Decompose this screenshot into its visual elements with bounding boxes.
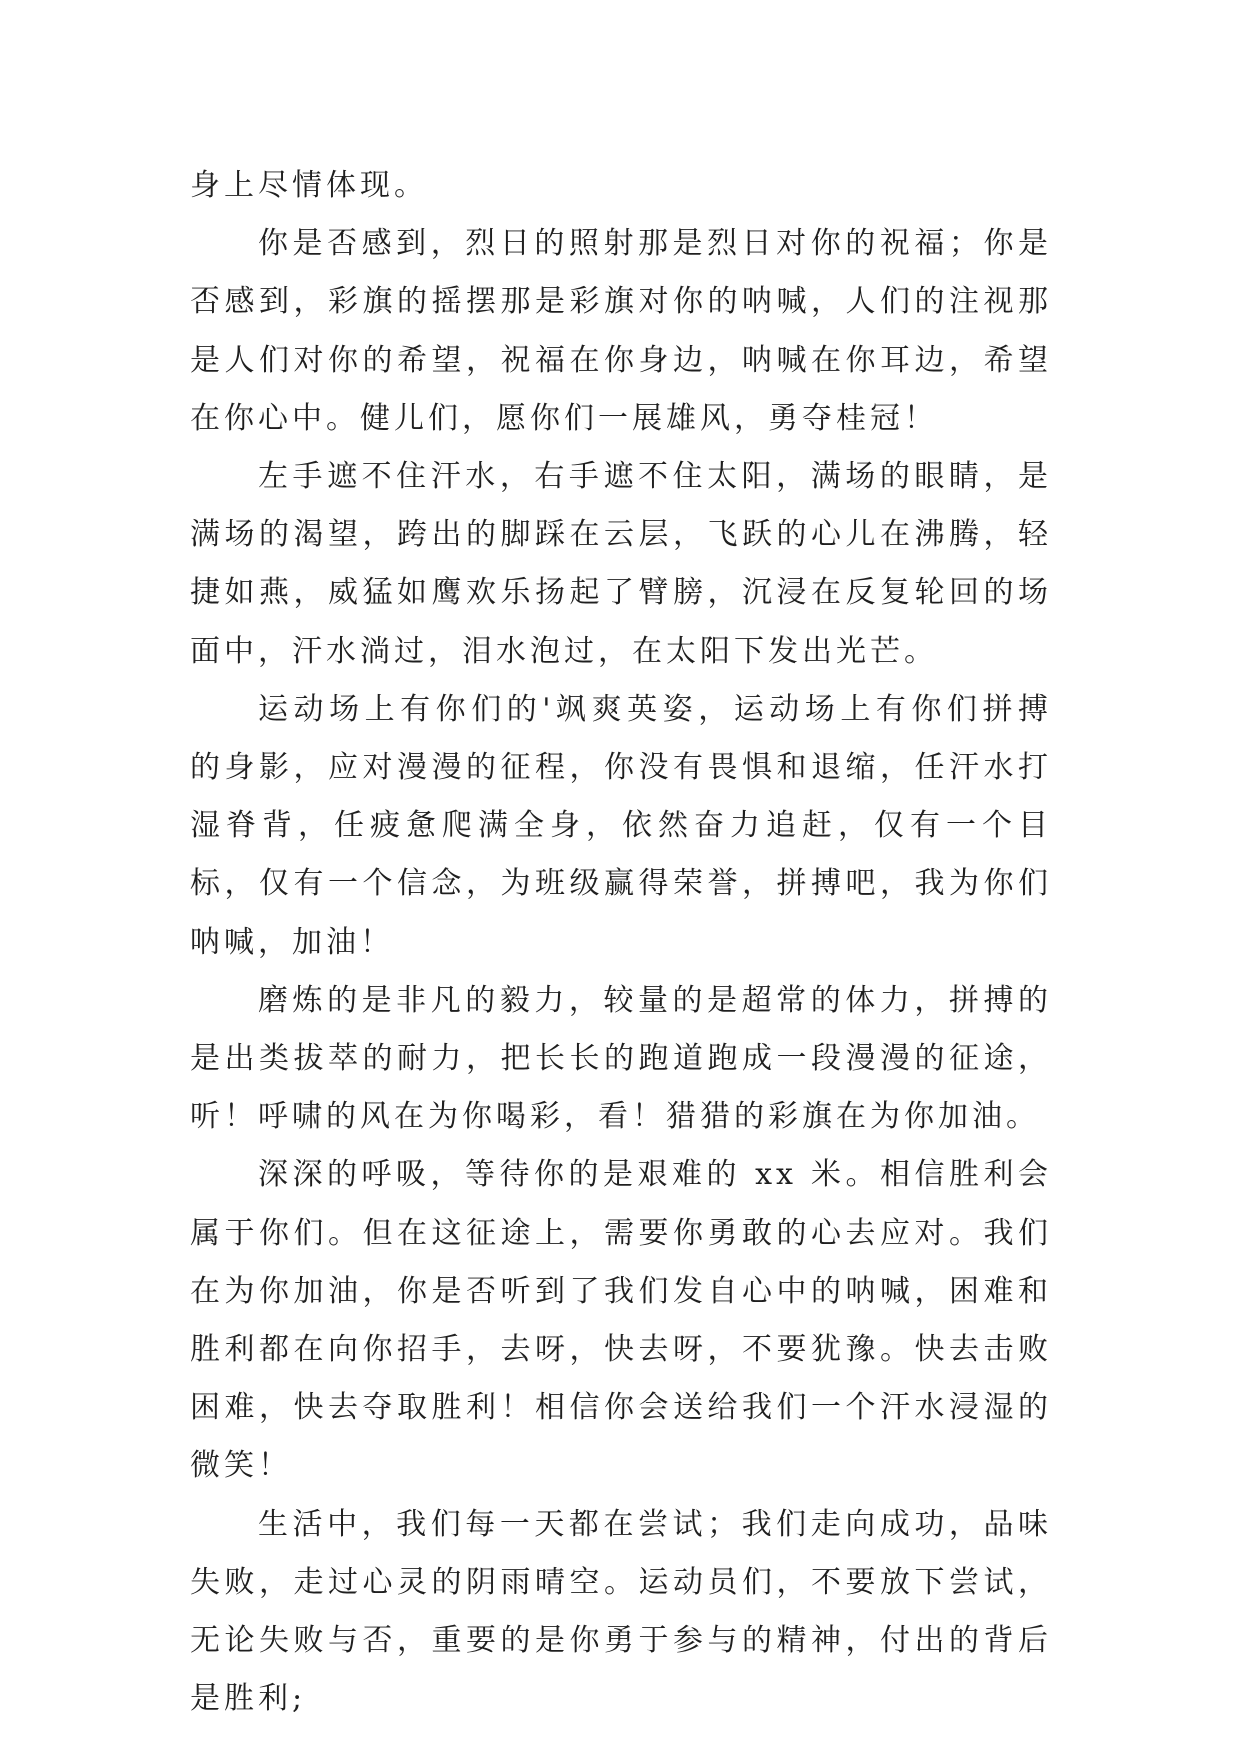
paragraph: 生活中，我们每一天都在尝试；我们走向成功，品味失败，走过心灵的阴雨晴空。运动员们，不要放下尝试，无论失败与否，重要的是你勇于参与的精神，付出的背后是胜利; — [190, 1506, 1052, 1717]
paragraph: 左手遮不住汗水，右手遮不住太阳，满场的眼睛，是满场的渴望，跨出的脚踩在云层，飞跃的心儿在沸腾，轻捷如燕，威猛如鹰欢乐扬起了臂膀，沉浸在反复轮回的场面中，汗水淌过，泪水泡过，在太阳下发出光芒。 — [190, 459, 1052, 669]
paragraph: 磨炼的是非凡的毅力，较量的是超常的体力，拼搏的是出类拔萃的耐力，把长长的跑道跑成一段漫漫的征途，听！呼啸的风在为你喝彩，看！猎猎的彩旗在为你加油。 — [190, 982, 1052, 1135]
document-body — [190, 157, 1052, 1728]
paragraph: 你是否感到，烈日的照射那是烈日对你的祝福；你是否感到，彩旗的摇摆那是彩旗对你的呐喊，人们的注视那是人们对你的希望，祝福在你身边，呐喊在你耳边，希望在你心中。健儿们，愿你们一展雄风，勇夺桂冠！ — [190, 226, 1052, 436]
paragraph-continuation: 身上尽情体现。 — [190, 168, 428, 203]
paragraph: 深深的呼吸，等待你的是艰难的 xx 米。相信胜利会属于你们。但在这征途上，需要你勇敢的心去应对。我们在为你加油，你是否听到了我们发自心中的呐喊，困难和胜利都在向你招手，去呀，快去呀，不要犹豫。快去击败困难，快去夺取胜利！相信你会送给我们一个汗水浸湿的微笑！ — [190, 1157, 1052, 1484]
paragraph: 运动场上有你们的'飒爽英姿，运动场上有你们拼搏的身影，应对漫漫的征程，你没有畏惧和退缩，任汗水打湿脊背，任疲惫爬满全身，依然奋力追赶，仅有一个目标，仅有一个信念，为班级赢得荣誉，拼搏吧，我为你们呐喊，加油！ — [190, 691, 1052, 960]
